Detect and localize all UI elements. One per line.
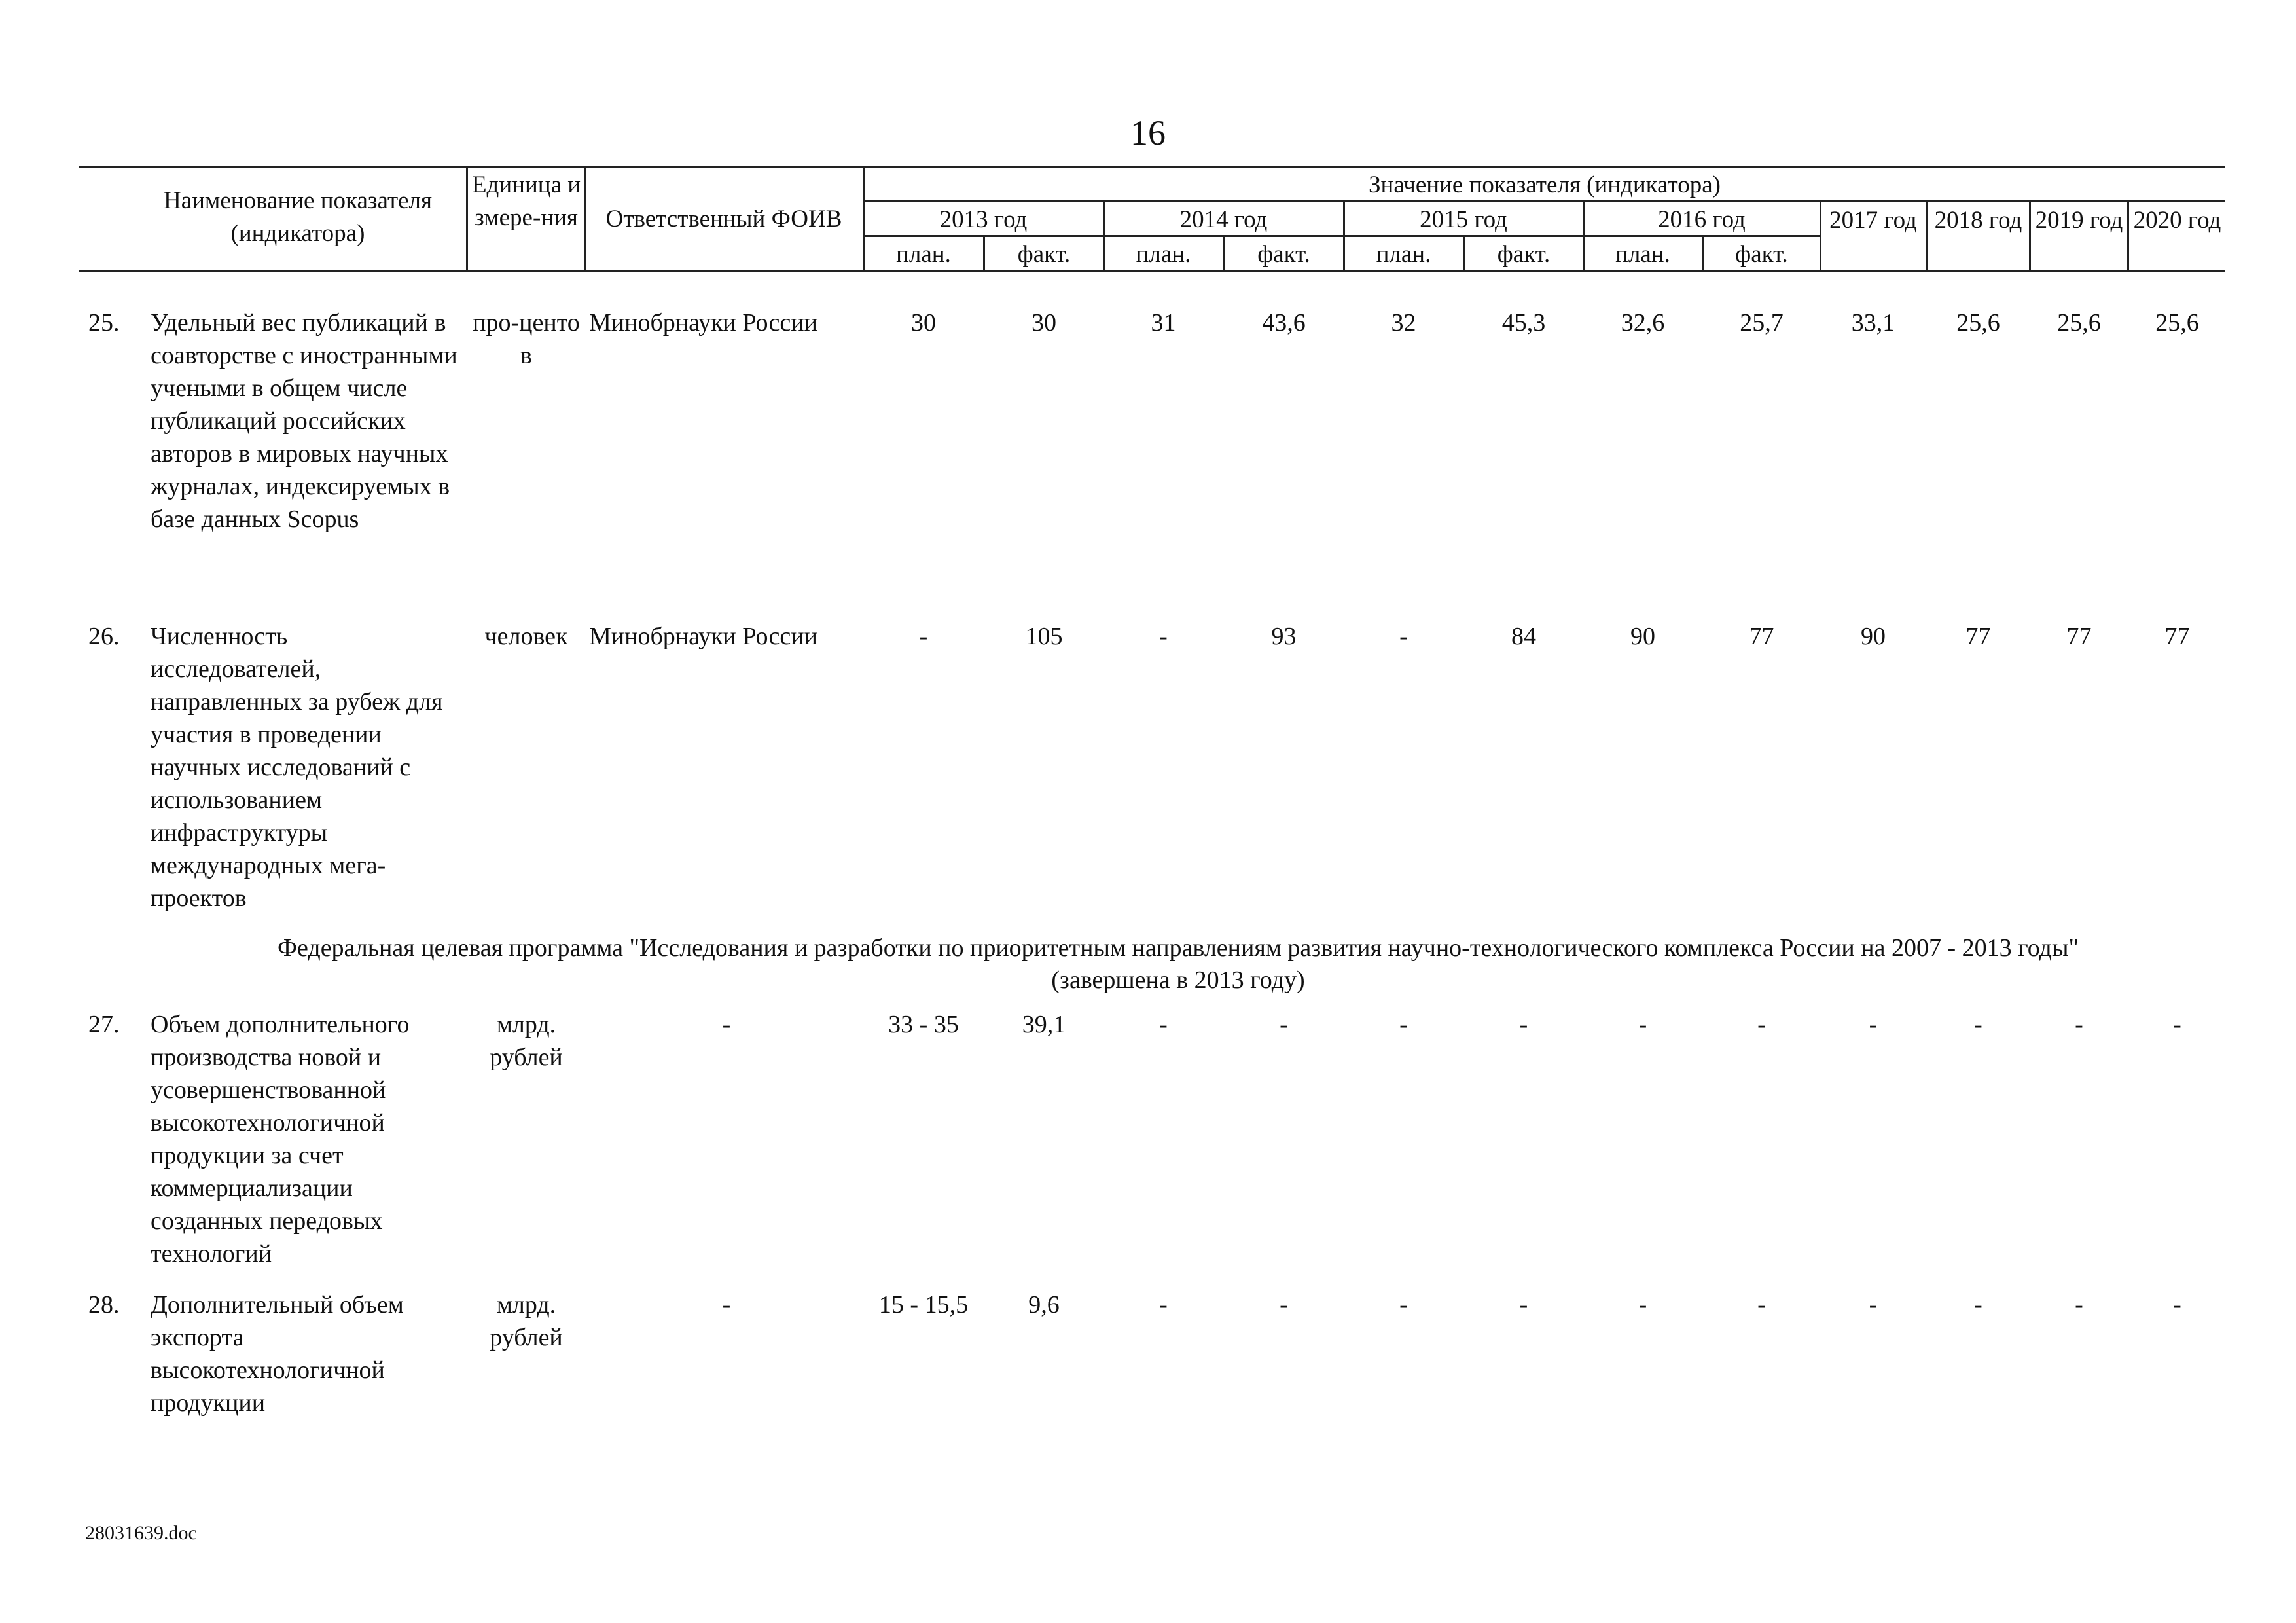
value-2016-plan: 90 bbox=[1630, 623, 1655, 650]
value-2019: - bbox=[2075, 1291, 2083, 1319]
value-2020: 77 bbox=[2164, 623, 2190, 650]
row-name: Численность исследователей, направленных за рубеж для участия в проведении научных исследований с использованием инфраструктуры международных мега-проектов bbox=[151, 623, 443, 912]
page-number: 16 bbox=[1130, 113, 1166, 153]
row-foiv: - bbox=[722, 1291, 731, 1319]
value-2020: - bbox=[2173, 1291, 2181, 1319]
header-col-divider bbox=[466, 166, 468, 270]
row-name: Дополнительный объем экспорта высокотехнологичной продукции bbox=[151, 1291, 404, 1417]
row-foiv: - bbox=[722, 1011, 731, 1038]
value-2018: - bbox=[1974, 1291, 1982, 1319]
row-number: 28. bbox=[88, 1291, 120, 1319]
value-2018: 25,6 bbox=[1956, 309, 2000, 337]
value-2017: - bbox=[1869, 1291, 1878, 1319]
value-2016-fact: - bbox=[1757, 1011, 1766, 1038]
value-2013-fact: 39,1 bbox=[1022, 1011, 1066, 1038]
header-year-2015: 2015 год bbox=[1420, 206, 1507, 233]
value-2014-fact: 43,6 bbox=[1262, 309, 1306, 337]
header-fact: факт. bbox=[1497, 241, 1551, 268]
value-2015-plan: 32 bbox=[1391, 309, 1416, 337]
value-2014-fact: - bbox=[1280, 1291, 1288, 1319]
value-2016-plan: - bbox=[1638, 1291, 1647, 1319]
value-2014-plan: - bbox=[1159, 623, 1168, 650]
value-2016-plan: 32,6 bbox=[1621, 309, 1665, 337]
document-filename: 28031639.doc bbox=[85, 1522, 197, 1544]
header-plan: план. bbox=[1136, 241, 1191, 268]
header-year-2017: 2017 год bbox=[1829, 207, 1917, 234]
row-number: 26. bbox=[88, 623, 120, 650]
value-2016-fact: - bbox=[1757, 1291, 1766, 1319]
header-fact: факт. bbox=[1735, 241, 1788, 268]
value-2017: - bbox=[1869, 1011, 1878, 1038]
header-year-2016: 2016 год bbox=[1658, 206, 1746, 233]
value-2014-plan: - bbox=[1159, 1291, 1168, 1319]
value-2016-fact: 77 bbox=[1749, 623, 1774, 650]
header-foiv: Ответственный ФОИВ bbox=[605, 206, 842, 232]
value-2015-fact: - bbox=[1519, 1011, 1528, 1038]
row-foiv: Минобрнауки России bbox=[589, 623, 817, 650]
value-2013-plan: 30 bbox=[911, 309, 936, 337]
header-year-2020: 2020 год bbox=[2133, 207, 2221, 234]
value-2015-fact: - bbox=[1519, 1291, 1528, 1319]
value-2017: 90 bbox=[1861, 623, 1886, 650]
row-name: Удельный вес публикаций в соавторстве с иностранными учеными в общем числе публикаций российских авторов в мировых научных журналах, индексируемых в базе данных Scopus bbox=[151, 309, 457, 533]
header-fact: факт. bbox=[1017, 241, 1071, 268]
value-2013-plan: 33 - 35 bbox=[888, 1011, 959, 1038]
header-fact: факт. bbox=[1257, 241, 1310, 268]
header-plan: план. bbox=[1615, 241, 1670, 268]
row-name: Объем дополнительного производства новой и усовершенствованной высокотехнологичной продукции за счет коммерциализации созданных передовых технологий bbox=[151, 1011, 410, 1267]
value-2015-fact: 84 bbox=[1511, 623, 1536, 650]
value-2019: - bbox=[2075, 1011, 2083, 1038]
value-2015-plan: - bbox=[1399, 1291, 1408, 1319]
header-unit: Единица измере-ния bbox=[471, 172, 581, 231]
row-unit: человек bbox=[484, 623, 568, 650]
value-2018: - bbox=[1974, 1011, 1982, 1038]
value-2013-plan: 15 - 15,5 bbox=[878, 1291, 969, 1319]
value-2015-plan: - bbox=[1399, 1011, 1408, 1038]
header-year-2014: 2014 год bbox=[1179, 206, 1268, 233]
header-year-2013: 2013 год bbox=[939, 206, 1028, 233]
value-2014-fact: 93 bbox=[1271, 623, 1297, 650]
section-title: Федеральная целевая программа "Исследования и разработки по приоритетным направлениям развития научно-технологического комплекса России на 2007 - 2013 годы" bbox=[277, 934, 2079, 962]
value-2016-plan: - bbox=[1638, 1011, 1647, 1038]
value-2016-fact: 25,7 bbox=[1740, 309, 1784, 337]
row-unit: млрд. рублей bbox=[490, 1291, 563, 1351]
value-2019: 25,6 bbox=[2057, 309, 2101, 337]
value-2017: 33,1 bbox=[1851, 309, 1895, 337]
header-top-rule bbox=[79, 166, 2225, 168]
header-plan: план. bbox=[896, 241, 951, 268]
value-2013-plan: - bbox=[919, 623, 928, 650]
value-2015-fact: 45,3 bbox=[1501, 309, 1546, 337]
row-number: 25. bbox=[88, 309, 120, 337]
row-unit: про-центов bbox=[473, 309, 580, 369]
row-unit: млрд. рублей bbox=[490, 1011, 563, 1071]
value-2019: 77 bbox=[2066, 623, 2092, 650]
value-2018: 77 bbox=[1965, 623, 1991, 650]
value-2013-fact: 9,6 bbox=[1028, 1291, 1060, 1319]
value-2014-fact: - bbox=[1280, 1011, 1288, 1038]
header-name: Наименование показателя (индикатора) bbox=[163, 187, 433, 247]
row-foiv: Минобрнауки России bbox=[589, 309, 817, 337]
header-year-2019: 2019 год bbox=[2035, 207, 2123, 234]
value-2013-fact: 30 bbox=[1031, 309, 1056, 337]
value-2013-fact: 105 bbox=[1025, 623, 1063, 650]
section-subtitle: (завершена в 2013 году) bbox=[1051, 966, 1305, 994]
header-plan: план. bbox=[1376, 241, 1431, 268]
header-value-group: Значение показателя (индикатора) bbox=[1369, 172, 1721, 198]
value-2015-plan: - bbox=[1399, 623, 1408, 650]
row-number: 27. bbox=[88, 1011, 120, 1038]
header-year-2018: 2018 год bbox=[1934, 207, 2022, 234]
value-2020: 25,6 bbox=[2155, 309, 2199, 337]
value-2014-plan: - bbox=[1159, 1011, 1168, 1038]
value-2014-plan: 31 bbox=[1151, 309, 1176, 337]
value-2020: - bbox=[2173, 1011, 2181, 1038]
